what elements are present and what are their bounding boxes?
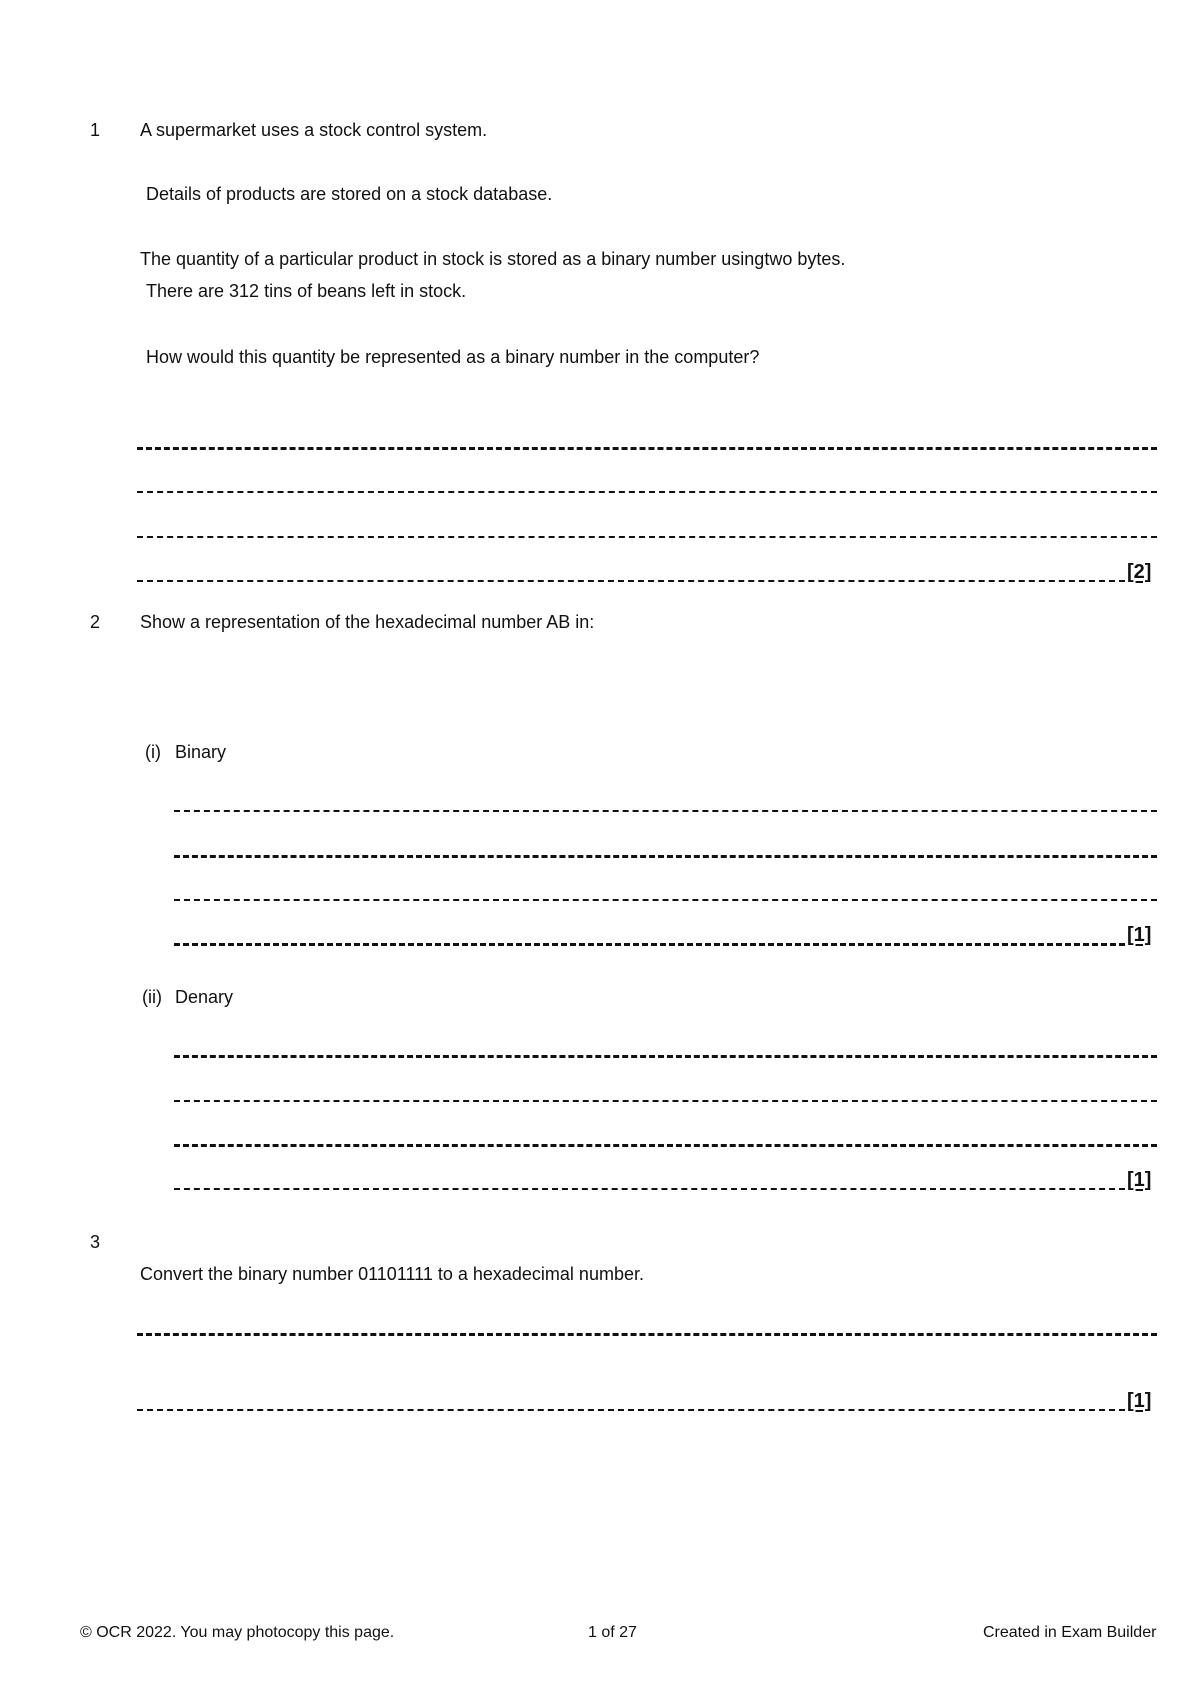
answer-line[interactable] [137,580,1125,582]
question-1-detail: Details of products are stored on a stock database. [146,184,553,204]
question-3-marks: [1] [1127,1390,1152,1412]
question-1-detail: There are 312 tins of beans left in stock. [146,281,467,301]
answer-line[interactable] [174,1055,1157,1058]
question-2-part-i-marks: [1] [1127,924,1152,946]
question-1-detail: The quantity of a particular product in stock is stored as a binary number usingtwo bytes. [140,249,846,269]
answer-line[interactable] [137,447,1157,450]
footer-credit: Created in Exam Builder [983,1624,1157,1641]
question-3-stem: Convert the binary number 01101111 to a hexadecimal number. [140,1264,644,1284]
answer-line[interactable] [174,1188,1125,1190]
question-2-stem: Show a representation of the hexadecimal number AB in: [140,612,595,632]
answer-line[interactable] [174,810,1157,812]
footer-page-number: 1 of 27 [588,1624,637,1641]
question-2-number: 2 [90,612,101,632]
answer-line[interactable] [174,855,1157,858]
answer-line[interactable] [137,1409,1125,1411]
question-1-number: 1 [90,120,101,140]
question-1-prompt: How would this quantity be represented as a binary number in the computer? [146,347,760,367]
question-1-stem: A supermarket uses a stock control system. [140,120,488,140]
answer-line[interactable] [174,899,1157,901]
answer-line[interactable] [137,536,1157,538]
question-2-part-ii-text: Denary [175,987,234,1007]
footer-copyright: © OCR 2022. You may photocopy this page. [80,1624,395,1641]
question-3-number: 3 [90,1232,101,1252]
answer-line[interactable] [174,943,1125,946]
question-2-part-ii-marks: [1] [1127,1169,1152,1191]
question-1-marks: [2] [1127,561,1152,583]
answer-line[interactable] [137,491,1157,493]
question-2-part-ii-label: (ii) [142,987,162,1007]
question-2-part-i-label: (i) [145,742,161,762]
answer-line[interactable] [174,1144,1157,1147]
answer-line[interactable] [174,1100,1157,1102]
question-2-part-i-text: Binary [175,742,227,762]
answer-line[interactable] [137,1333,1157,1336]
